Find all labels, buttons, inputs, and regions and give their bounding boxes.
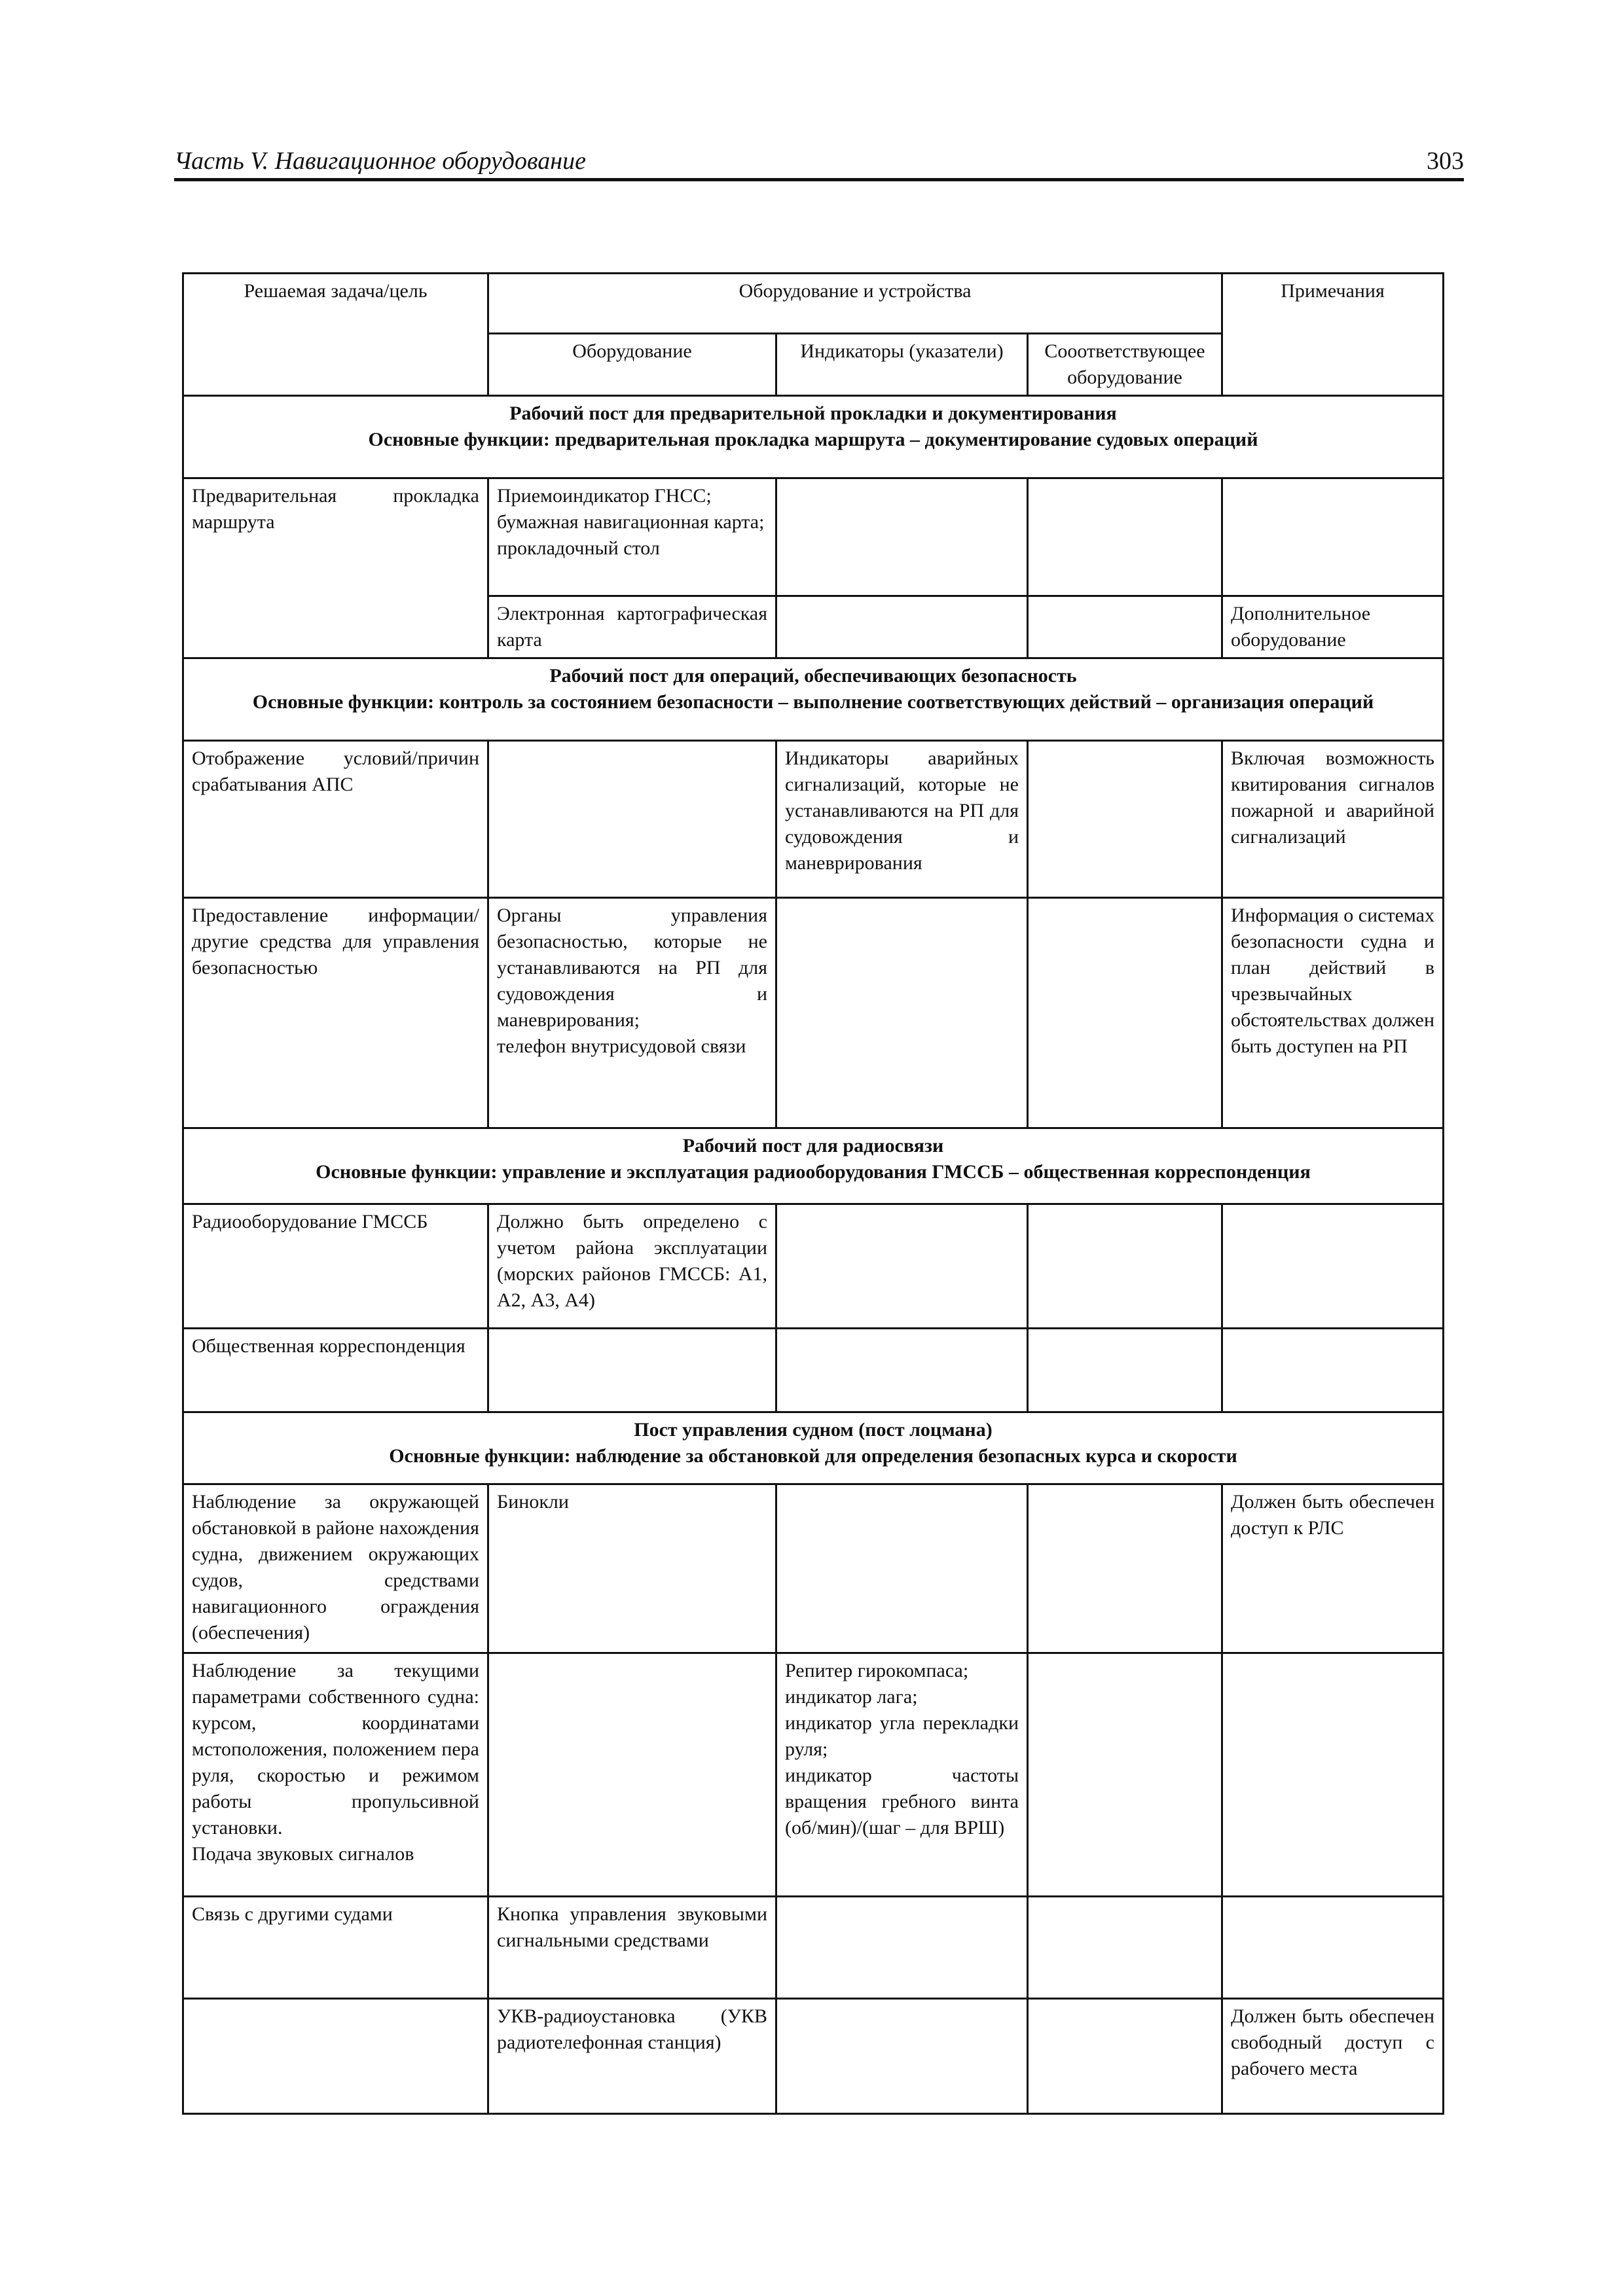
cell-equipment: УКВ-радиоустановка (УКВ радиотелефонная станция) [488, 1999, 776, 2114]
cell-notes [1222, 1653, 1444, 1897]
section-header [183, 1128, 1444, 1204]
table-row [183, 1484, 1444, 1653]
cell-task: Наблюдение за текущими параметрами собственного судна: курсом, координатами мстоположения, положением пера руля, скоростью и режимом работы пропульсивной установки. Подача звуковых сигналов [183, 1653, 488, 1897]
section-title: Рабочий пост для радиосвязи [682, 1135, 944, 1157]
table-row [183, 1329, 1444, 1412]
col-header-equipment: Оборудование [488, 334, 776, 396]
cell-notes [1222, 478, 1444, 596]
cell-related [1028, 1897, 1222, 1999]
col-header-indicators: Индикаторы (указатели) [776, 334, 1028, 396]
section-functions: Основные функции: управление и эксплуатация радиооборудования ГМССБ – общественная корреспонденция [316, 1161, 1311, 1183]
cell-equipment: Должно быть определено с учетом района эксплуатации (морских районов ГМССБ: А1, А2, А3, А4) [488, 1204, 776, 1329]
cell-equipment [488, 1653, 776, 1897]
cell-indicators [776, 1329, 1028, 1412]
header-rule [174, 178, 1464, 181]
table-row [183, 741, 1444, 898]
section-title: Рабочий пост для предварительной прокладки и документирования [509, 403, 1117, 424]
section-header [183, 1412, 1444, 1484]
cell-task: Отображение условий/причин срабатывания АПС [183, 741, 488, 898]
cell-task: Радиооборудование ГМССБ [183, 1204, 488, 1329]
cell-indicators: Репитер гирокомпаса; индикатор лага; индикатор угла перекладки руля; индикатор частоты вращения гребного винта (об/мин)/(шаг – для ВРШ) [776, 1653, 1028, 1897]
table-row [183, 478, 1444, 596]
cell-task [183, 1999, 488, 2114]
cell-task: Связь с другими судами [183, 1897, 488, 1999]
section-title: Пост управления судном (пост лоцмана) [634, 1419, 993, 1441]
col-header-notes: Примечания [1222, 274, 1444, 396]
cell-equipment: Бинокли [488, 1484, 776, 1653]
cell-equipment: Приемоиндикатор ГНСС; бумажная навигационная карта; прокладочный стол [488, 478, 776, 596]
table-row [183, 1999, 1444, 2114]
cell-equipment [488, 1329, 776, 1412]
cell-notes: Должен быть обеспечен доступ к РЛС [1222, 1484, 1444, 1653]
page-header [174, 143, 1464, 179]
cell-indicators [776, 898, 1028, 1128]
cell-related [1028, 1653, 1222, 1897]
col-header-related: Сооответствующее оборудование [1028, 334, 1222, 396]
cell-related [1028, 478, 1222, 596]
cell-related [1028, 1484, 1222, 1653]
cell-notes: Дополнительное оборудование [1222, 596, 1444, 658]
col-header-task: Решаемая задача/цель [183, 274, 488, 396]
table-row [183, 1897, 1444, 1999]
table-row [183, 1653, 1444, 1897]
cell-related [1028, 898, 1222, 1128]
cell-indicators [776, 1484, 1028, 1653]
cell-notes: Должен быть обеспечен свободный доступ с рабочего места [1222, 1999, 1444, 2114]
section-functions: Основные функции: контроль за состоянием безопасности – выполнение соответствующих действий – организация операций [252, 691, 1374, 713]
col-header-equipment-group: Оборудование и устройства [488, 274, 1222, 334]
page-number: 303 [1427, 147, 1464, 175]
table-header [183, 274, 1444, 396]
cell-notes [1222, 1897, 1444, 1999]
table-row [183, 898, 1444, 1128]
section-functions: Основные функции: предварительная прокладка маршрута – документирование судовых операций [368, 429, 1258, 450]
cell-related [1028, 1329, 1222, 1412]
cell-notes: Информация о системах безопасности судна и план действий в чрезвычайных обстоятельствах должен быть доступен на РП [1222, 898, 1444, 1128]
cell-equipment [488, 741, 776, 898]
section-header [183, 396, 1444, 478]
cell-indicators [776, 596, 1028, 658]
section-functions: Основные функции: наблюдение за обстановкой для определения безопасных курса и скорости [389, 1445, 1237, 1467]
cell-related [1028, 1999, 1222, 2114]
cell-equipment: Органы управления безопасностью, которые не устанавливаются на РП для судовождения и маневрирования; телефон внутрисудовой связи [488, 898, 776, 1128]
equipment-table [182, 272, 1444, 2115]
section-title: Рабочий пост для операций, обеспечивающих безопасность [549, 665, 1077, 687]
cell-notes [1222, 1329, 1444, 1412]
cell-task: Общественная корреспонденция [183, 1329, 488, 1412]
cell-equipment: Электронная картографическая карта [488, 596, 776, 658]
cell-indicators [776, 1204, 1028, 1329]
cell-indicators [776, 478, 1028, 596]
cell-indicators [776, 1897, 1028, 1999]
cell-related [1028, 596, 1222, 658]
cell-related [1028, 1204, 1222, 1329]
cell-indicators [776, 1999, 1028, 2114]
cell-equipment: Кнопка управления звуковыми сигнальными средствами [488, 1897, 776, 1999]
cell-task: Предварительная прокладка маршрута [183, 478, 488, 658]
cell-related [1028, 741, 1222, 898]
cell-notes [1222, 1204, 1444, 1329]
cell-task: Предоставление информации/другие средства для управления безопасностью [183, 898, 488, 1128]
cell-task: Наблюдение за окружающей обстановкой в районе нахождения судна, движением окружающих судов, средствами навигационного ограждения (обеспечения) [183, 1484, 488, 1653]
cell-indicators: Индикаторы аварийных сигнализаций, которые не устанавливаются на РП для судовождения и маневрирования [776, 741, 1028, 898]
section-header [183, 658, 1444, 741]
table-row [183, 1204, 1444, 1329]
cell-notes: Включая возможность квитирования сигналов пожарной и аварийной сигнализаций [1222, 741, 1444, 898]
running-title: Часть V. Навигационное оборудование [174, 147, 586, 175]
